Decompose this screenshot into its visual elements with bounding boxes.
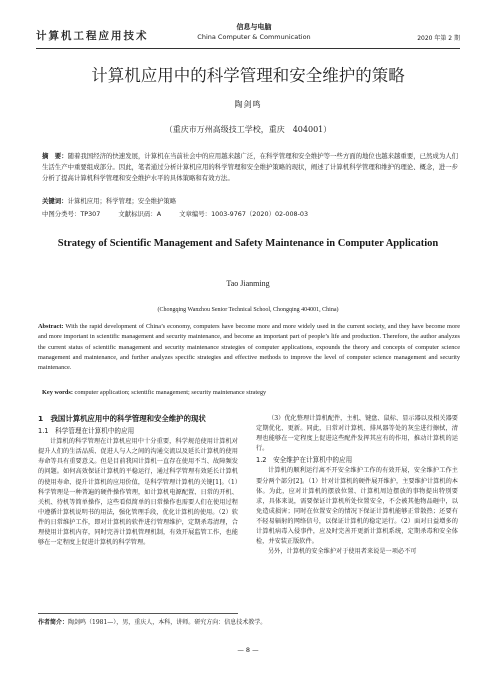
issue-label: 2020 年第 2 期 — [417, 35, 460, 42]
section-1-heading: 1 我国计算机应用中的科学管理和安全维护的现状 — [38, 414, 206, 423]
abstract-cn-text: 随着我国经济的快速发展，计算机在当前社会中的应用越来越广泛，在科学管理和安全维护等一些方面的地位也越来越重要，已然成为人们生活生产中重要组成部分。因此，笔者通过分析计算机应用的科学管理和安全维护策略的现状，阐述了计算机科学管理和维护的理论、概念，进一步分析了提高计算机科学管理和安全维护水平的具体策略和有效方法。 — [42, 152, 459, 182]
body-paragraph: 计算机的顺利运行离不开安全维护工作的有效开展，安全维护工作主要分两个部分[2]。（1）针对计算机的硬件展开维护，主要维护计算机的本体。为此，应对计算机的摆放位置、计算机周边摆放的事物提出特别要求，具体来说，需要保证计算机所处位置安全，不会被其他物品砸中，以免造成损害；同时在位置安全的情况下保证计算机能够正常散热；还要有不轻易辐射的网络信号，以保证计算机的稳定运行。（2）面对日益增多的计算机病毒入侵事件，应及时完善开更新计算机系统，定期杀毒和安全体检，并安装正版软件。 — [256, 467, 458, 546]
doc-code: 文献标识码：A — [118, 210, 162, 218]
journal-name-cn: 信息与电脑 — [236, 23, 272, 31]
section-1-1-heading: 1.1 科学管理在计算机中的应用 — [38, 427, 135, 436]
abstract-en-text: With the rapid development of China’s economy, computers have become more and more widely used in the current society, and they have become more and more important in scientific management and security maintenance, and become an important part of people’s life and production. Therefore, the author analyzes the current status of scientific management and security maintenance strategies of computer applications, expounds the theory and concepts of computer science management and maintenance, and further analyzes specific strategies and effective methods to improve the level of computer science management and security maintenance. — [38, 323, 460, 372]
body-paragraph: 计算机的科学管理在计算机应用中十分重要，科学规范使用计算机对提升人们的生活品质、促进人与人之间的沟通交流以及延长计算机的使用寿命等具有重要意义。但是目前我国计算机一直存在使用不当、故障频发的问题。如何高效保证计算机的平稳运行，通过科学管理有效延长计算机的使用寿命、提升计算机的应用价值，是科学管理计算机的关键[1]。（1）科学管理是一种普遍的硬件操作管理，如计算机电源配置、日常的开机、关机、待机等简单操作，这些看似简单的日常操作也需要人们在使用过程中遵循计算机说明书的用法，强化管理手段，优化计算机的使用。（2）软件的日常维护工作，即对计算机的软件进行管理维护，定期杀毒清理，合理使用计算机内存，同时完善计算机管理机制，有效开展监管工作，也能够在一定程度上促进计算机的科学管理。 — [38, 438, 238, 547]
keywords-cn-text: 计算机应用；科学管理；安全维护策略 — [67, 197, 177, 205]
page-header — [36, 20, 460, 50]
abstract-cn — [42, 151, 458, 183]
keywords-en — [42, 389, 266, 396]
keywords-en-label: Key words: — [42, 389, 73, 396]
body-column-left — [38, 414, 238, 548]
abstract-cn-label: 摘 要： — [42, 152, 68, 160]
classification-line — [42, 209, 324, 218]
affiliation-cn: （重庆市万州高级技工学校，重庆 404001） — [164, 125, 332, 134]
clc-number: 中图分类号：TP307 — [42, 210, 101, 218]
journal-section-title: 计算机工程应用技术 — [36, 30, 149, 42]
keywords-cn — [42, 196, 176, 205]
abstract-en — [38, 322, 460, 373]
footnote-text: 陶剑鸣（1981—），男，重庆人，本科，讲师。研究方向：信息技术教学。 — [68, 619, 267, 626]
body-paragraph: 另外，计算机的安全维护对于使用者来说是一项必不可 — [268, 548, 417, 556]
journal-name — [184, 22, 324, 41]
author-footnote — [38, 617, 458, 626]
abstract-en-label: Abstract: — [38, 323, 64, 330]
author-cn: 陶剑鸣 — [234, 100, 262, 109]
author-en: Tao Jianming — [226, 279, 270, 288]
paper-title-cn: 计算机应用中的科学管理和安全维护的策略 — [91, 66, 405, 85]
section-1-2-heading: 1.2 安全维护在计算机中的应用 — [256, 456, 353, 465]
page-number: — 8 — — [237, 646, 259, 654]
affiliation-en: (Chongqing Wanzhou Senior Technical School, Chongqing 404001, China) — [157, 307, 339, 313]
paper-title-en: Strategy of Scientific Management and Safety Maintenance in Computer Application — [57, 238, 439, 249]
keywords-en-text: computer application; scientific management; security maintenance strategy — [74, 389, 267, 396]
footnote-label: 作者简介： — [38, 619, 69, 626]
article-number: 文章编号：1003-9767（2020）02-008-03 — [179, 210, 309, 218]
body-paragraph: （3）优化整理计算机配件，主机、键盘、鼠标、显示器以及相关器要定期优化、更新。同此，日常对计算机、排风器等处的灰尘进行擦拭，清理也能够在一定程度上促进这些配件发挥其应有的作用，推动计算机的运行。 — [256, 415, 458, 453]
journal-name-en: China Computer & Communication — [197, 33, 311, 41]
footnote-rule — [38, 613, 238, 614]
body-column-right — [256, 414, 458, 557]
header-rule — [36, 48, 460, 49]
keywords-cn-label: 关键词： — [42, 197, 68, 205]
